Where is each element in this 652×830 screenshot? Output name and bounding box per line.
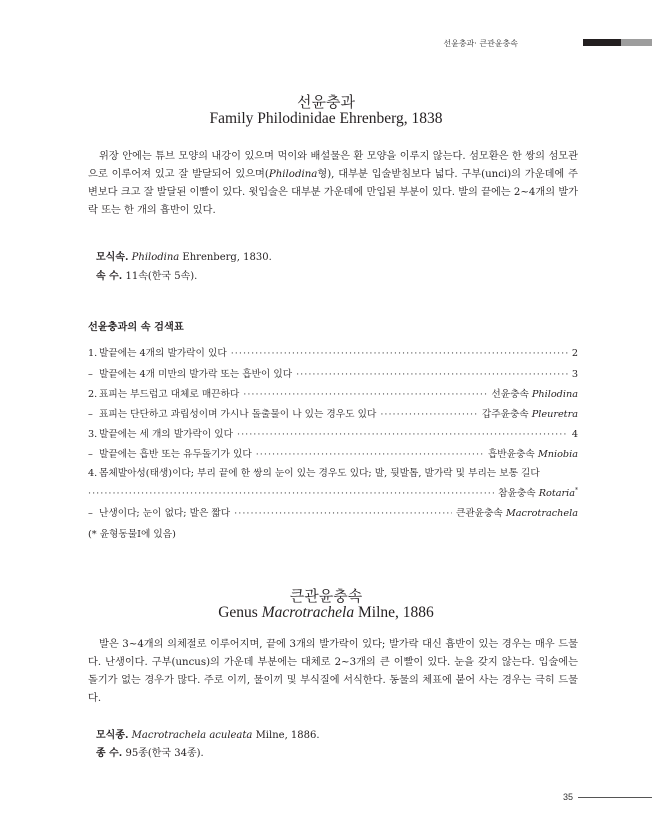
key-result-korean: 흡반윤충속 <box>487 449 538 460</box>
family-description-text-a: 위장 안에는 튜브 모양의 내강이 있으며 먹이와 배설물은 환 모양을 이루지 않는다. 섬모환은 한 쌍의 섬모관으로 이루어져 있고 잘 발달되어 있으며( <box>88 151 578 180</box>
genus-title-prefix: Genus <box>218 604 262 621</box>
species-count-label: 종 수. <box>96 748 123 759</box>
key-row-result: 2 <box>571 348 578 359</box>
key-row <box>88 465 578 481</box>
key-row <box>88 406 578 422</box>
family-type-genus <box>96 248 272 263</box>
key-result-latin: Macrotrachela <box>505 508 578 519</box>
type-species-name: Macrotrachela aculeata <box>131 730 253 741</box>
key-row-result <box>488 446 578 460</box>
key-row-result <box>482 406 578 420</box>
key-result-latin: Mniobia <box>537 449 578 460</box>
key-result-latin: Pleuretra <box>531 409 578 420</box>
key-row <box>88 386 578 402</box>
key-row-text: 발끝에는 4개 미만의 발가락 또는 흡반이 있다 <box>99 369 293 380</box>
family-description-text-b: 형), 대부분 입술받침보다 넓다. 구부(unci)의 가운데에 주변보다 크고 잘 발달된 이빨이 있다. 윗입술은 대부분 가운데에 만입된 부분이 있다. 발의 끝에는 2~4개의 발가락 또는 한 개의 흡반이 있다. <box>88 169 578 216</box>
key-row-number: 3. <box>88 429 98 440</box>
genus-type-species <box>96 726 320 741</box>
genus-title-author: Milne, 1886 <box>354 604 434 621</box>
key-footnote: (* 윤형동물Ⅰ에 있음) <box>88 529 176 540</box>
genus-title-italic: Macrotrachela <box>261 604 355 621</box>
key-result-korean: 참윤충속 <box>498 488 539 499</box>
key-result-latin: Rotaria <box>538 488 575 499</box>
leader-dots <box>296 369 568 380</box>
genus-species-count <box>96 744 204 759</box>
key-row-text: 표피는 단단하고 과립성이며 가시나 돌출물이 나 있는 경우도 있다 <box>99 409 377 420</box>
family-description <box>88 148 578 220</box>
key-result-korean: 큰관윤충속 <box>455 508 506 519</box>
footer-rule <box>578 797 652 798</box>
key-row-result <box>456 505 578 519</box>
key-heading: 선윤충과의 속 검색표 <box>88 322 184 333</box>
genus-count-value: 11속(한국 5속). <box>122 271 198 282</box>
leader-dots <box>234 508 452 519</box>
key-row-number: 1. <box>88 348 98 359</box>
type-species-label: 모식종. <box>96 730 129 741</box>
leader-dots <box>380 409 478 420</box>
type-genus-author: Ehrenberg, 1830. <box>179 252 272 263</box>
key-row-number: – <box>88 409 93 420</box>
page-number: 35 <box>563 792 574 802</box>
leader-dots <box>231 348 568 359</box>
key-row-result: 3 <box>571 369 578 380</box>
leader-dots <box>237 429 568 440</box>
key-row-result: 4 <box>571 429 578 440</box>
key-row <box>88 505 578 521</box>
type-genus-name: Philodina <box>131 252 180 263</box>
key-row <box>88 426 578 442</box>
key-row <box>88 366 578 382</box>
key-result-footnote-mark: * <box>575 486 578 494</box>
key-row-result <box>491 386 578 400</box>
key-row-text: 표피는 부드럽고 대체로 매끈하다 <box>99 389 240 400</box>
key-row-text: 발끝에는 4개의 발가락이 있다 <box>99 348 227 359</box>
type-species-author: Milne, 1886. <box>252 730 320 741</box>
genus-title-latin <box>0 604 652 622</box>
species-count-value: 95종(한국 34종). <box>122 748 204 759</box>
key-row <box>88 446 578 462</box>
leader-dots <box>243 389 487 400</box>
leader-dots <box>256 449 484 460</box>
key-row-text: 난생이다; 눈이 없다; 발은 짧다 <box>99 508 231 519</box>
key-row-number: 4. <box>88 468 98 479</box>
key-result-korean: 선윤충속 <box>491 389 532 400</box>
key-row-number: – <box>88 369 93 380</box>
genus-title-korean: 큰관윤충속 <box>289 587 363 605</box>
key-row <box>88 345 578 361</box>
key-result-latin: Philodina <box>531 389 578 400</box>
header-bar-gray <box>621 39 652 46</box>
key-row-number: – <box>88 508 93 519</box>
running-head: 선윤충과· 큰관윤충속 <box>443 39 518 48</box>
genus-count-label: 속 수. <box>96 271 123 282</box>
family-description-italic: Philodina <box>268 169 318 180</box>
key-row-result <box>498 485 578 499</box>
family-genus-count <box>96 267 197 282</box>
key-result-korean: 갑주윤충속 <box>481 409 532 420</box>
key-row-text: 발끝에는 세 개의 발가락이 있다 <box>99 429 233 440</box>
leader-dots <box>88 488 494 499</box>
key-row-number: – <box>88 449 93 460</box>
key-row-text: 몸체발아성(태생)이다; 부리 끝에 한 쌍의 눈이 있는 경우도 있다; 발, 뒷발톱, 발가락 및 부리는 보통 길다 <box>99 468 540 479</box>
genus-description: 발은 3~4개의 의체절로 이루어지며, 끝에 3개의 발가락이 있다; 발가락 대신 흡반이 있는 경우는 매우 드물다. 난생이다. 구부(uncus)의 가운데 부분에는 대체로 2~3개의 큰 이빨이 있다. 눈을 갖지 않는다. 입술에는 돌기가 없는 경우가 많다. 주로 이끼, 물이끼 및 부식질에 서식한다. 동물의 체표에 붙어 사는 경우는 극히 드물다. <box>88 639 578 704</box>
type-genus-label: 모식속. <box>96 252 129 263</box>
family-title-latin: Family Philodinidae Ehrenberg, 1838 <box>209 110 443 127</box>
family-title-korean: 선윤충과 <box>297 93 355 111</box>
key-row-number: 2. <box>88 389 98 400</box>
key-row-continuation <box>88 485 578 501</box>
key-row-text: 발끝에는 흡반 또는 유두돌기가 있다 <box>99 449 252 460</box>
header-bar-dark <box>583 39 621 46</box>
